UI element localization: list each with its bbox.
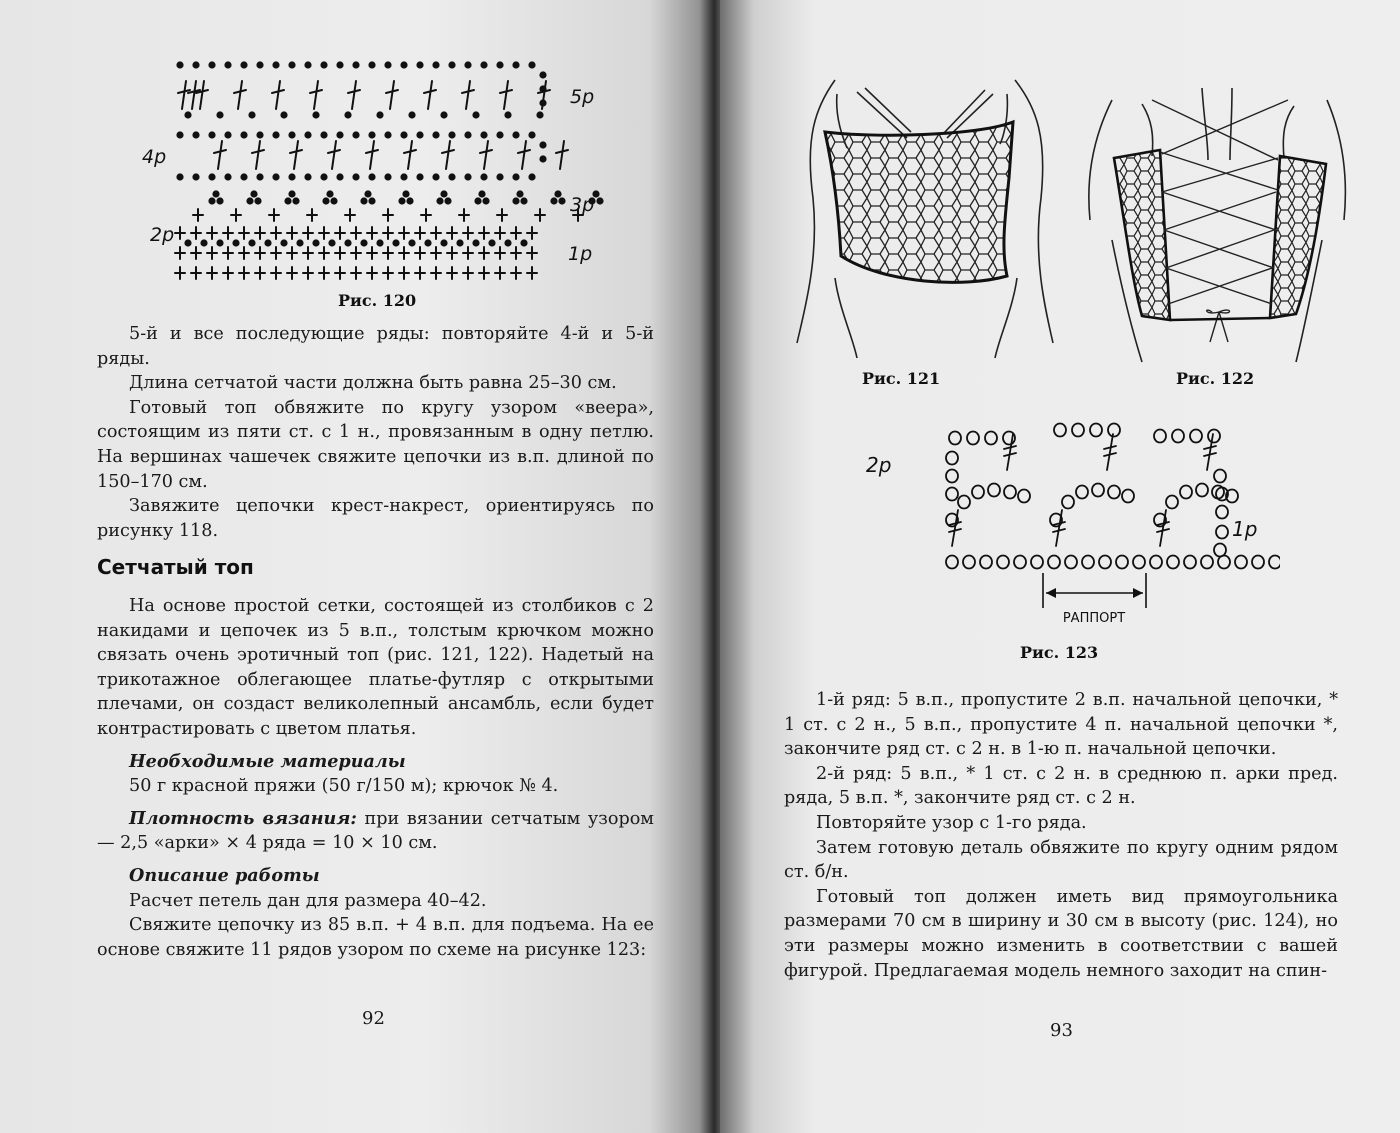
chart-symbol <box>209 198 214 203</box>
chart-symbol <box>345 112 350 117</box>
chart-symbol <box>241 174 246 179</box>
chart-symbol <box>417 132 422 137</box>
materials-title: Необходимые материалы <box>129 750 406 772</box>
chart-symbol <box>1116 556 1128 569</box>
chart-symbol <box>281 240 286 245</box>
chart-symbol <box>233 240 238 245</box>
chart-symbol <box>529 174 534 179</box>
paragraph: Повторяйте узор с 1-го ряда. <box>816 812 1087 833</box>
chart-symbol <box>281 112 286 117</box>
page-number-right: 93 <box>1050 1020 1073 1041</box>
chart-symbol <box>466 81 470 109</box>
row-label-5: 5р <box>570 86 595 108</box>
chart-symbol <box>1216 506 1228 519</box>
chart-symbol <box>513 132 518 137</box>
chart-symbol <box>257 174 262 179</box>
chart-symbol <box>213 191 218 196</box>
chart-symbol <box>980 556 992 569</box>
chart-symbol <box>473 240 478 245</box>
row-label-1: 1р <box>1232 517 1258 541</box>
chart-symbol <box>177 62 182 67</box>
chart-symbol <box>949 432 961 445</box>
chart-symbol <box>1072 424 1084 437</box>
chart-symbol <box>425 240 430 245</box>
chart-symbol <box>963 556 975 569</box>
chart-symbol <box>473 112 478 117</box>
chart-symbol <box>1196 484 1208 497</box>
chart-symbol <box>401 132 406 137</box>
chart-symbol <box>217 198 222 203</box>
chart-symbol <box>409 112 414 117</box>
chart-symbol <box>513 198 518 203</box>
chart-symbol <box>1062 496 1074 509</box>
chart-symbol <box>559 198 564 203</box>
chart-symbol <box>497 174 502 179</box>
figure-122-laced-back <box>1082 80 1352 370</box>
chart-symbol <box>321 132 326 137</box>
chart-symbol <box>327 191 332 196</box>
chart-symbol <box>209 132 214 137</box>
chart-symbol <box>988 484 1000 497</box>
page-number-left: 92 <box>362 1008 385 1029</box>
chart-symbol <box>560 141 564 169</box>
chart-symbol <box>417 62 422 67</box>
right-text <box>784 688 1338 983</box>
chart-symbol <box>529 62 534 67</box>
chart-symbol <box>352 81 356 109</box>
chart-symbol <box>465 132 470 137</box>
work-title: Описание работы <box>129 864 320 886</box>
paragraph: 2-й ряд: 5 в.п., * 1 ст. с 2 н. в среднюю п. арки пред. ряда, 5 в.п. *, закончите ряд ст. с 2 н. <box>784 763 1338 809</box>
chart-symbol <box>1054 424 1066 437</box>
chart-symbol <box>1252 556 1264 569</box>
chart-symbol <box>285 198 290 203</box>
chart-symbol <box>479 191 484 196</box>
chart-symbol <box>540 86 545 91</box>
paragraph: 1-й ряд: 5 в.п., пропустите 2 в.п. начальной цепочки, * 1 ст. с 2 н., 5 в.п., пропустите 4 п. начальной цепочки *, закончите ряд ст. с 2 н. в 1-ю п. начальной цепочки. <box>784 690 1338 760</box>
chart-symbol <box>293 198 298 203</box>
chart-symbol <box>555 191 560 196</box>
chart-symbol <box>408 141 412 169</box>
chart-symbol <box>289 191 294 196</box>
chart-symbol <box>946 488 958 501</box>
chart-symbol <box>1208 430 1220 443</box>
chart-symbol <box>385 62 390 67</box>
chart-symbol <box>273 174 278 179</box>
row-label-2: 2р <box>150 224 175 246</box>
chart-symbol <box>390 81 394 109</box>
chart-symbol <box>297 240 302 245</box>
chart-symbol <box>540 142 545 147</box>
chart-symbol <box>483 198 488 203</box>
chart-symbol <box>255 198 260 203</box>
row-label-3: 3р <box>570 194 595 216</box>
chart-symbol <box>251 191 256 196</box>
chart-symbol <box>521 240 526 245</box>
materials-text: 50 г красной пряжи (50 г/150 м); крючок № 4. <box>129 776 559 797</box>
chart-symbol <box>201 240 206 245</box>
chart-symbol <box>437 198 442 203</box>
chart-symbol <box>597 198 602 203</box>
chart-symbol <box>537 112 542 117</box>
chart-symbol <box>1108 424 1120 437</box>
chart-symbol <box>1214 544 1226 557</box>
chart-symbol <box>313 112 318 117</box>
chart-symbol <box>353 132 358 137</box>
chart-symbol <box>1018 490 1030 503</box>
chart-symbol <box>399 198 404 203</box>
chart-symbol <box>504 81 508 109</box>
chart-symbol <box>517 191 522 196</box>
paragraph: Длина сетчатой части должна быть равна 25–30 см. <box>129 373 617 394</box>
chart-symbol <box>241 132 246 137</box>
chart-symbol <box>481 174 486 179</box>
chart-symbol <box>1154 430 1166 443</box>
figure-120-caption: Рис. 120 <box>338 291 417 310</box>
chart-symbol <box>257 62 262 67</box>
chart-symbol <box>1065 556 1077 569</box>
chart-symbol <box>522 141 526 169</box>
chart-symbol <box>1031 556 1043 569</box>
chart-symbol <box>481 62 486 67</box>
figure-120-crochet-chart <box>140 55 620 285</box>
chart-symbol <box>185 240 190 245</box>
paragraph: Свяжите цепочку из 85 в.п. + 4 в.п. для подъема. На ее основе свяжите 11 рядов узором по схеме на рисунке 123: <box>97 915 654 960</box>
chart-symbol <box>369 198 374 203</box>
chart-symbol <box>997 556 1009 569</box>
chart-symbol <box>345 240 350 245</box>
chart-symbol <box>217 240 222 245</box>
chart-symbol <box>329 240 334 245</box>
chart-symbol <box>1099 556 1111 569</box>
chart-symbol <box>200 81 204 109</box>
chart-symbol <box>193 132 198 137</box>
chart-symbol <box>481 132 486 137</box>
chart-symbol <box>946 556 958 569</box>
chart-symbol <box>505 240 510 245</box>
chart-symbol <box>985 432 997 445</box>
chart-symbol <box>540 100 545 105</box>
chart-symbol <box>337 174 342 179</box>
chart-symbol <box>353 174 358 179</box>
chart-symbol <box>401 174 406 179</box>
chart-symbol <box>972 486 984 499</box>
chart-symbol <box>193 62 198 67</box>
paragraph: Готовый топ обвяжите по кругу узором «веера», состоящим из пяти ст. с 1 н., провязанным в одну петлю. На вершинах чашечек свяжите цепочки из в.п. длиной по 150–170 см. <box>97 397 654 492</box>
chart-symbol <box>289 174 294 179</box>
chart-symbol <box>273 62 278 67</box>
chart-symbol <box>177 174 182 179</box>
chart-symbol <box>1108 486 1120 499</box>
chart-symbol <box>305 132 310 137</box>
chart-symbol <box>192 81 196 109</box>
chart-symbol <box>225 62 230 67</box>
paragraph: Затем готовую деталь обвяжите по кругу одним рядом ст. б/н. <box>784 837 1338 883</box>
figure-123-net-chart <box>860 410 1280 635</box>
intro-paragraph: На основе простой сетки, состоящей из столбиков с 2 накидами и цепочек из 5 в.п., толстым крючком можно связать очень эротичный топ (рис. 121, 122). Надетый на трикотажное облегающее платье-футляр с открытыми плечами, он создаст великолепный ансамбль, если будет контрастировать с цветом платья. <box>97 596 654 739</box>
paragraph: Готовый топ должен иметь вид прямоугольника размерами 70 см в ширину и 30 см в высоту (рис. 124), но эти размеры можно изменить в соответствии с вашей фигурой. Предлагаемая модель немного заходит на спин- <box>784 886 1338 981</box>
chart-symbol <box>445 198 450 203</box>
chart-symbol <box>289 132 294 137</box>
chart-symbol <box>497 62 502 67</box>
chart-symbol <box>513 174 518 179</box>
chart-symbol <box>540 156 545 161</box>
chart-symbol <box>225 174 230 179</box>
chart-symbol <box>1107 434 1113 470</box>
chart-symbol <box>377 240 382 245</box>
chart-symbol <box>1122 490 1134 503</box>
figure-121-caption: Рис. 121 <box>862 369 941 388</box>
chart-symbol <box>484 141 488 169</box>
chart-symbol <box>385 132 390 137</box>
chart-symbol <box>321 62 326 67</box>
chart-symbol <box>321 174 326 179</box>
chart-symbol <box>217 112 222 117</box>
chart-symbol <box>182 81 186 109</box>
chart-symbol <box>441 240 446 245</box>
chart-symbol <box>273 132 278 137</box>
row-label-1: 1р <box>568 243 593 265</box>
chart-symbol <box>529 132 534 137</box>
chart-symbol <box>225 132 230 137</box>
chart-symbol <box>257 132 262 137</box>
chart-symbol <box>314 81 318 109</box>
chart-symbol <box>238 81 242 109</box>
chart-symbol <box>946 452 958 465</box>
chart-symbol <box>593 191 598 196</box>
chart-symbol <box>209 174 214 179</box>
chart-symbol <box>1201 556 1213 569</box>
figure-122-caption: Рис. 122 <box>1176 369 1255 388</box>
paragraph: Завяжите цепочки крест-накрест, ориентируясь по рисунку 118. <box>97 496 654 541</box>
chart-symbol <box>521 198 526 203</box>
right-page <box>720 0 1400 1133</box>
chart-symbol <box>1166 496 1178 509</box>
chart-symbol <box>449 132 454 137</box>
left-text-top <box>97 322 654 543</box>
chart-symbol <box>369 132 374 137</box>
chart-symbol <box>505 112 510 117</box>
chart-symbol <box>332 141 336 169</box>
chart-symbol <box>1190 430 1202 443</box>
chart-symbol <box>489 240 494 245</box>
chart-symbol <box>305 174 310 179</box>
chart-symbol <box>1214 470 1226 483</box>
chart-symbol <box>946 470 958 483</box>
chart-symbol <box>551 198 556 203</box>
chart-symbol <box>497 132 502 137</box>
paragraph: Расчет петель дан для размера 40–42. <box>129 890 487 911</box>
chart-symbol <box>1184 556 1196 569</box>
chart-symbol <box>1180 486 1192 499</box>
chart-symbol <box>958 496 970 509</box>
chart-symbol <box>446 141 450 169</box>
figure-121-mesh-top <box>795 78 1055 363</box>
density-text: при вязании сетчатым узором — 2,5 «арки» × 4 ряда = 10 × 10 см. <box>97 808 654 854</box>
chart-symbol <box>1092 484 1104 497</box>
chart-symbol <box>417 174 422 179</box>
chart-symbol <box>377 112 382 117</box>
row-label-4: 4р <box>142 146 167 168</box>
chart-symbol <box>449 174 454 179</box>
chart-symbol <box>1004 486 1016 499</box>
density-title: Плотность вязания: <box>129 807 357 829</box>
chart-symbol <box>1014 556 1026 569</box>
paragraph: 5-й и все последующие ряды: повторяйте 4-й и 5-й ряды. <box>97 324 654 369</box>
chart-symbol <box>1172 430 1184 443</box>
chart-symbol <box>457 240 462 245</box>
chart-symbol <box>313 240 318 245</box>
chart-symbol <box>247 198 252 203</box>
chart-symbol <box>294 141 298 169</box>
chart-symbol <box>265 240 270 245</box>
chart-symbol <box>441 191 446 196</box>
chart-symbol <box>185 112 190 117</box>
chart-symbol <box>409 240 414 245</box>
chart-symbol <box>1269 556 1280 569</box>
chart-symbol <box>428 81 432 109</box>
chart-symbol <box>337 132 342 137</box>
chart-symbol <box>361 240 366 245</box>
chart-symbol <box>433 174 438 179</box>
chart-symbol <box>1007 434 1013 470</box>
chart-symbol <box>441 112 446 117</box>
chart-symbol <box>513 62 518 67</box>
chart-symbol <box>1216 526 1228 539</box>
chart-symbol <box>365 191 370 196</box>
chart-symbol <box>193 174 198 179</box>
chart-symbol <box>241 62 246 67</box>
chart-symbol <box>407 198 412 203</box>
chart-symbol <box>967 432 979 445</box>
chart-symbol <box>369 62 374 67</box>
chart-symbol <box>465 174 470 179</box>
chart-symbol <box>403 191 408 196</box>
chart-symbol <box>393 240 398 245</box>
chart-symbol <box>305 62 310 67</box>
chart-symbol <box>218 141 222 169</box>
chart-symbol <box>337 62 342 67</box>
chart-symbol <box>1218 556 1230 569</box>
chart-symbol <box>1235 556 1247 569</box>
chart-symbol <box>1048 556 1060 569</box>
chart-symbol <box>276 81 280 109</box>
chart-symbol <box>361 198 366 203</box>
repeat-label: РАППОРТ <box>1062 611 1126 626</box>
chart-symbol <box>1076 486 1088 499</box>
chart-symbol <box>433 132 438 137</box>
chart-symbol <box>177 132 182 137</box>
chart-symbol <box>323 198 328 203</box>
chart-symbol <box>249 112 254 117</box>
chart-symbol <box>256 141 260 169</box>
chart-symbol <box>249 240 254 245</box>
chart-symbol <box>385 174 390 179</box>
section-title: Сетчатый топ <box>97 555 254 579</box>
chart-symbol <box>1082 556 1094 569</box>
chart-symbol <box>475 198 480 203</box>
chart-symbol <box>1167 556 1179 569</box>
chart-symbol <box>433 62 438 67</box>
chart-symbol <box>540 72 545 77</box>
chart-symbol <box>370 141 374 169</box>
chart-symbol <box>449 62 454 67</box>
chart-symbol <box>209 62 214 67</box>
chart-symbol <box>331 198 336 203</box>
chart-symbol <box>401 62 406 67</box>
chart-symbol <box>369 174 374 179</box>
chart-symbol <box>289 62 294 67</box>
chart-symbol <box>1133 556 1145 569</box>
chart-symbol <box>1150 556 1162 569</box>
chart-symbol <box>353 62 358 67</box>
figure-123-caption: Рис. 123 <box>1020 643 1099 662</box>
row-label-2: 2р <box>866 453 892 477</box>
chart-symbol <box>1090 424 1102 437</box>
left-text-bottom <box>97 594 654 962</box>
chart-symbol <box>465 62 470 67</box>
